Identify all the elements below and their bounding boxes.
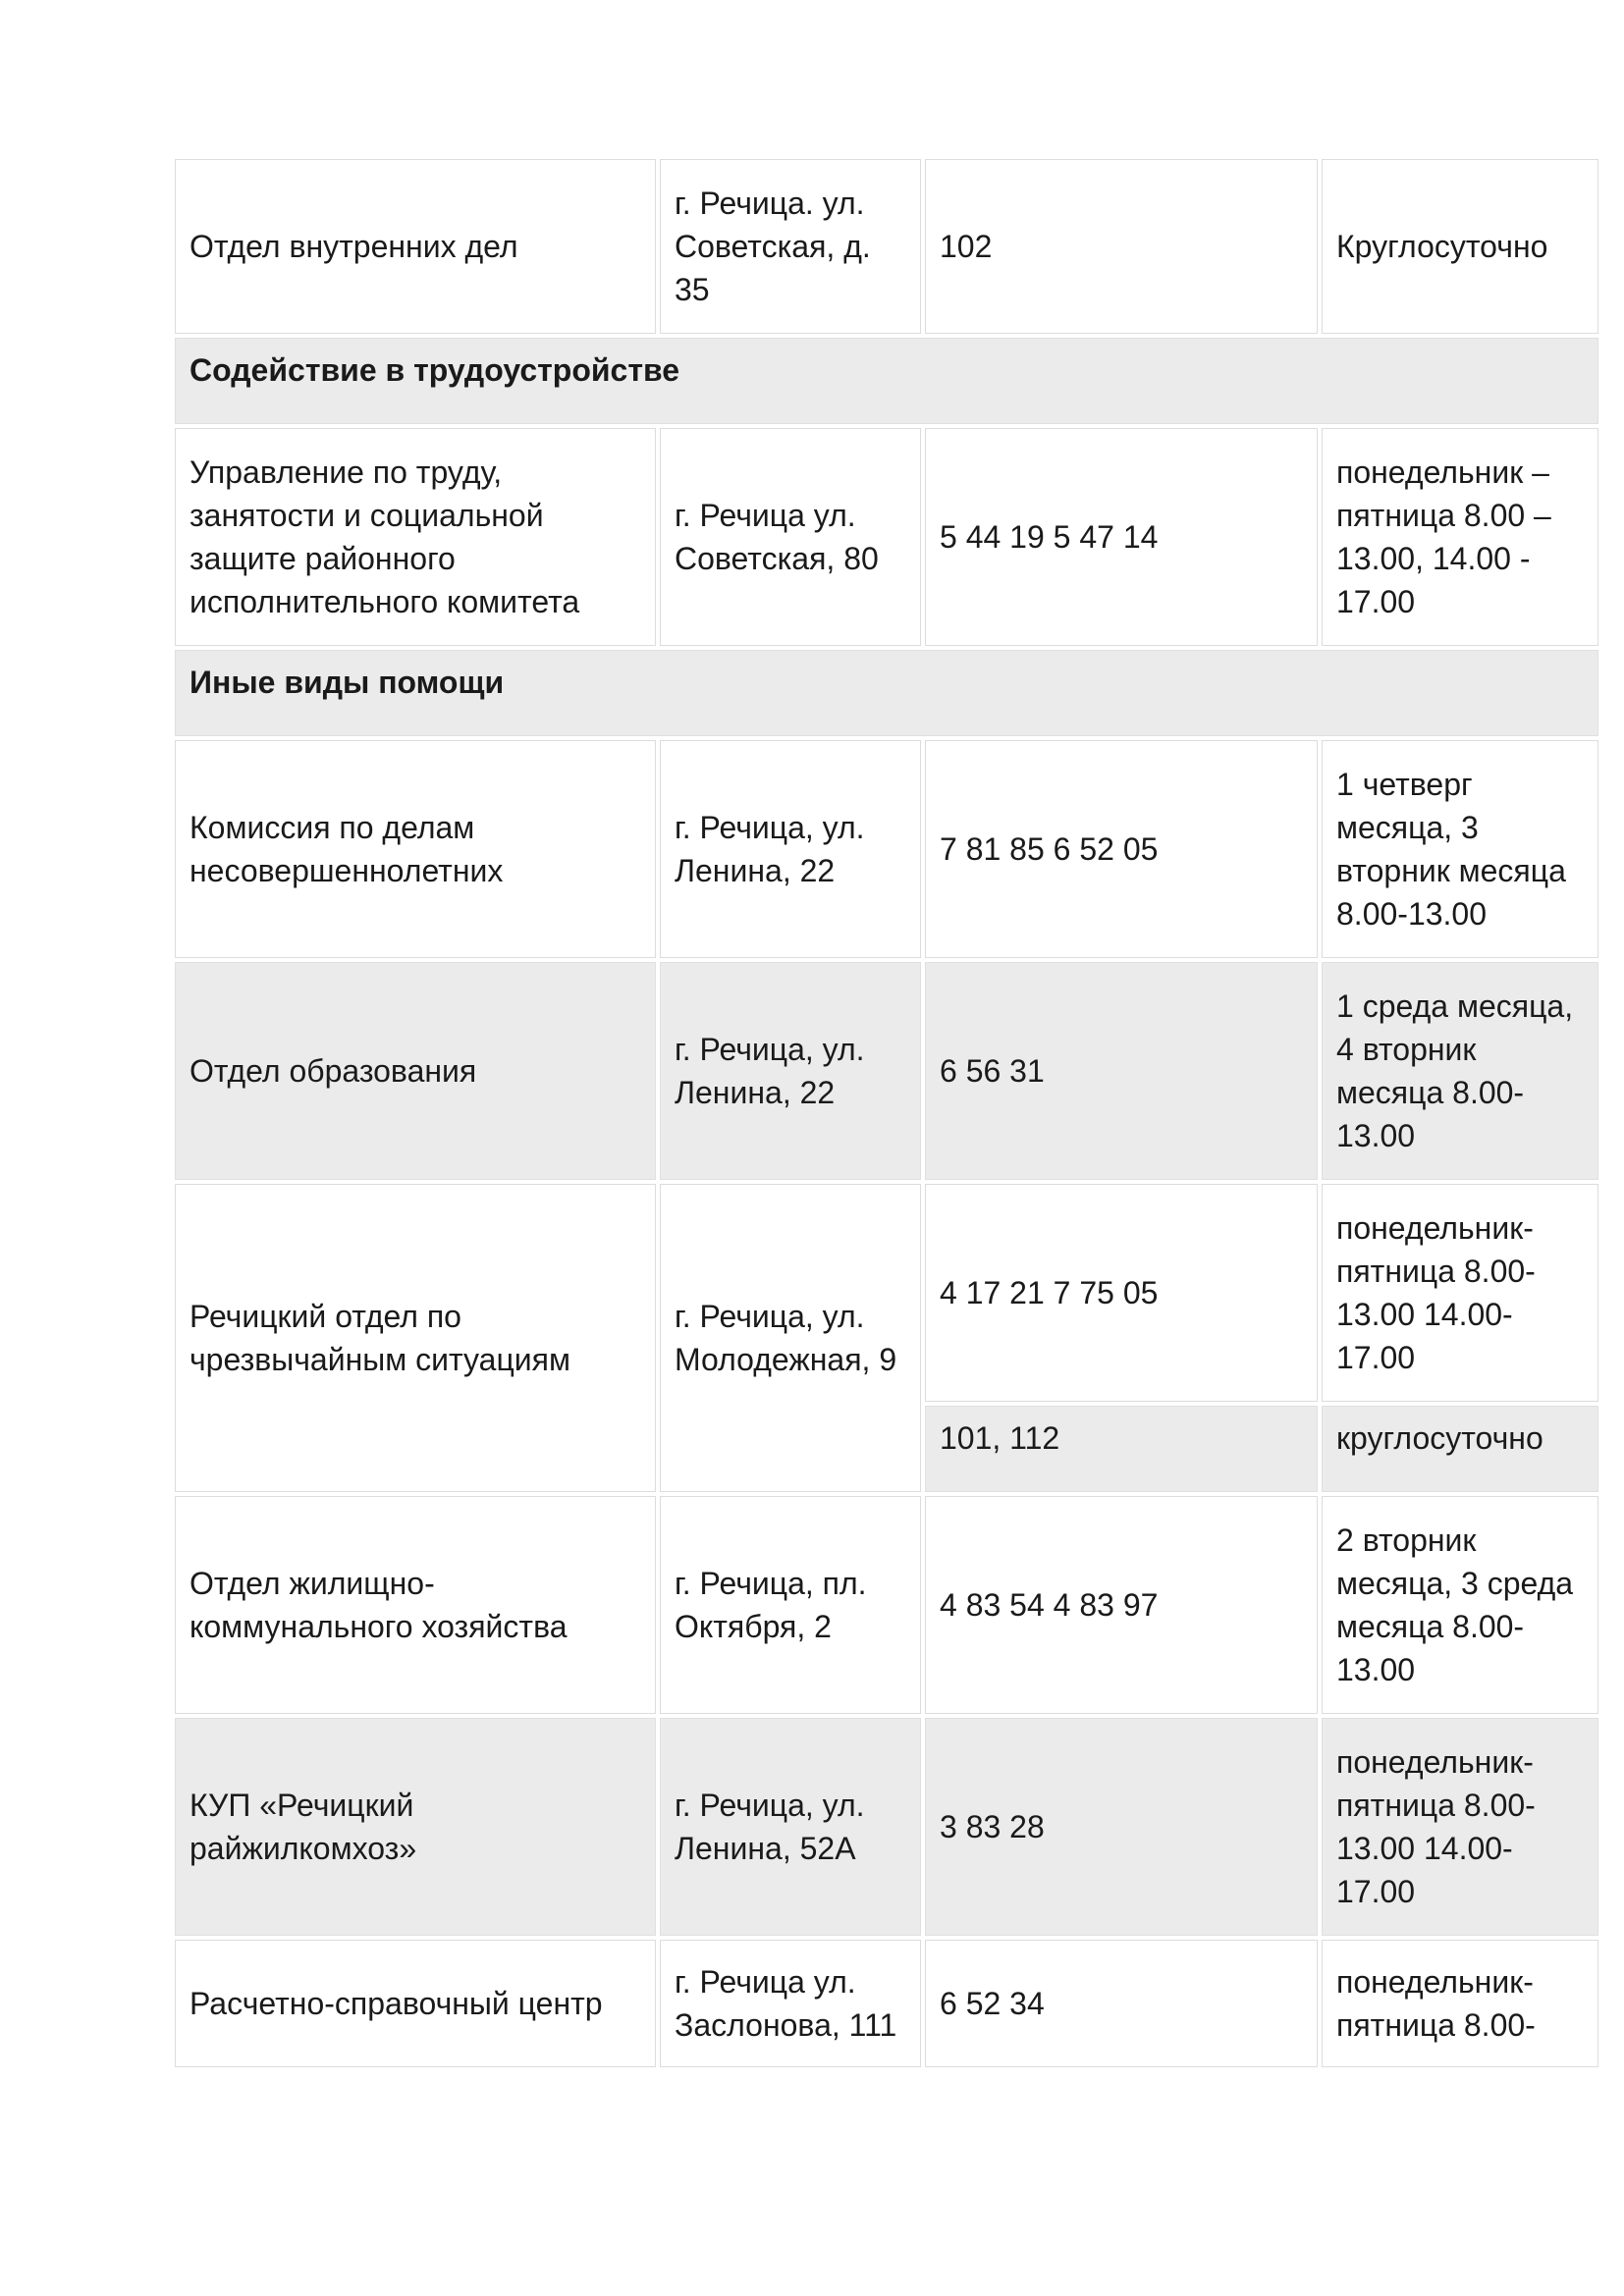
phone-cell: 6 56 31	[925, 962, 1318, 1180]
org-name-cell: Речицкий отдел по чрезвычайным ситуациям	[175, 1184, 656, 1492]
org-name-cell: КУП «Речицкий райжилкомхоз»	[175, 1718, 656, 1936]
hours-cell: 1 четверг месяца, 3 вторник месяца 8.00-13.00	[1322, 740, 1598, 958]
org-name-cell: Расчетно-справочный центр	[175, 1940, 656, 2067]
phone-cell: 4 17 21 7 75 05	[925, 1184, 1318, 1402]
table-row	[175, 1496, 1598, 1714]
table-row	[175, 159, 1598, 334]
table-row	[175, 428, 1598, 646]
address-cell: г. Речица, ул. Ленина, 52А	[660, 1718, 921, 1936]
table-row	[175, 1718, 1598, 1936]
section-title: Иные виды помощи	[175, 650, 1598, 736]
address-cell: г. Речица, пл. Октября, 2	[660, 1496, 921, 1714]
org-name-cell: Комиссия по делам несовершеннолетних	[175, 740, 656, 958]
address-cell: г. Речица, ул. Молодежная, 9	[660, 1184, 921, 1492]
phone-cell: 101, 112	[925, 1406, 1318, 1492]
org-name-cell: Отдел жилищно-коммунального хозяйства	[175, 1496, 656, 1714]
table-row	[175, 740, 1598, 958]
phone-cell: 102	[925, 159, 1318, 334]
org-name-cell: Отдел образования	[175, 962, 656, 1180]
phone-cell: 3 83 28	[925, 1718, 1318, 1936]
table-row	[175, 962, 1598, 1180]
address-cell: г. Речица, ул. Ленина, 22	[660, 962, 921, 1180]
hours-cell: понедельник-пятница 8.00-13.00 14.00-17.00	[1322, 1718, 1598, 1936]
phone-cell: 5 44 19 5 47 14	[925, 428, 1318, 646]
address-cell: г. Речица ул. Советская, 80	[660, 428, 921, 646]
org-name-cell: Управление по труду, занятости и социальной защите районного исполнительного комитета	[175, 428, 656, 646]
section-header-row	[175, 650, 1598, 736]
table-row	[175, 1940, 1598, 2067]
address-cell: г. Речица. ул. Советская, д. 35	[660, 159, 921, 334]
hours-cell: понедельник-пятница 8.00-	[1322, 1940, 1598, 2067]
table-row	[175, 1184, 1598, 1402]
hours-cell: 1 среда месяца, 4 вторник месяца 8.00-13.00	[1322, 962, 1598, 1180]
hours-cell: понедельник-пятница 8.00-13.00 14.00-17.00	[1322, 1184, 1598, 1402]
section-header-row	[175, 338, 1598, 424]
phone-cell: 7 81 85 6 52 05	[925, 740, 1318, 958]
org-name-cell: Отдел внутренних дел	[175, 159, 656, 334]
hours-cell: понедельник – пятница 8.00 – 13.00, 14.00 - 17.00	[1322, 428, 1598, 646]
phone-cell: 4 83 54 4 83 97	[925, 1496, 1318, 1714]
address-cell: г. Речица ул. Заслонова, 111	[660, 1940, 921, 2067]
address-cell: г. Речица, ул. Ленина, 22	[660, 740, 921, 958]
phone-cell: 6 52 34	[925, 1940, 1318, 2067]
services-table	[171, 155, 1602, 2071]
hours-cell: Круглосуточно	[1322, 159, 1598, 334]
hours-cell: круглосуточно	[1322, 1406, 1598, 1492]
section-title: Содействие в трудоустройстве	[175, 338, 1598, 424]
hours-cell: 2 вторник месяца, 3 среда месяца 8.00-13.00	[1322, 1496, 1598, 1714]
